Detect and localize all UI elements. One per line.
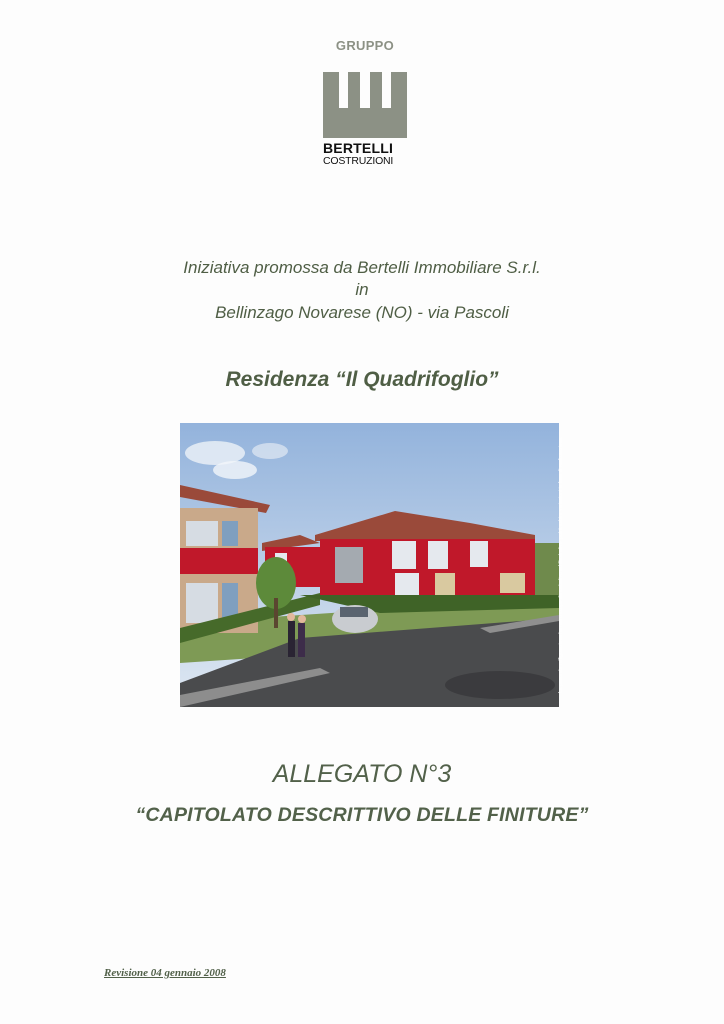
bertelli-logo-icon xyxy=(323,72,407,138)
logo-group-label: GRUPPO xyxy=(335,38,395,53)
residence-title: Residenza “Il Quadrifoglio” xyxy=(225,368,499,391)
document-subtitle: “CAPITOLATO DESCRITTIVO DELLE FINITURE” xyxy=(135,804,589,826)
building-render-image xyxy=(180,423,559,707)
intro-line-3: Bellinzago Novarese (NO) - via Pascoli xyxy=(215,303,509,322)
logo-name: BERTELLI xyxy=(323,140,394,156)
intro-line-2: in xyxy=(355,280,369,299)
allegato-heading: ALLEGATO N°3 xyxy=(272,760,452,788)
revision-note: Revisione 04 gennaio 2008 xyxy=(104,967,226,979)
intro-line-1: Iniziativa promossa da Bertelli Immobiliare S.r.l. xyxy=(183,258,541,277)
logo-subname: COSTRUZIONI xyxy=(323,155,394,167)
image-caption: La presente raffigurazione ha mero scopo dimostrativo ed illustrativo, potrà subire variazioni in fase di realizzazione. xyxy=(558,436,564,693)
